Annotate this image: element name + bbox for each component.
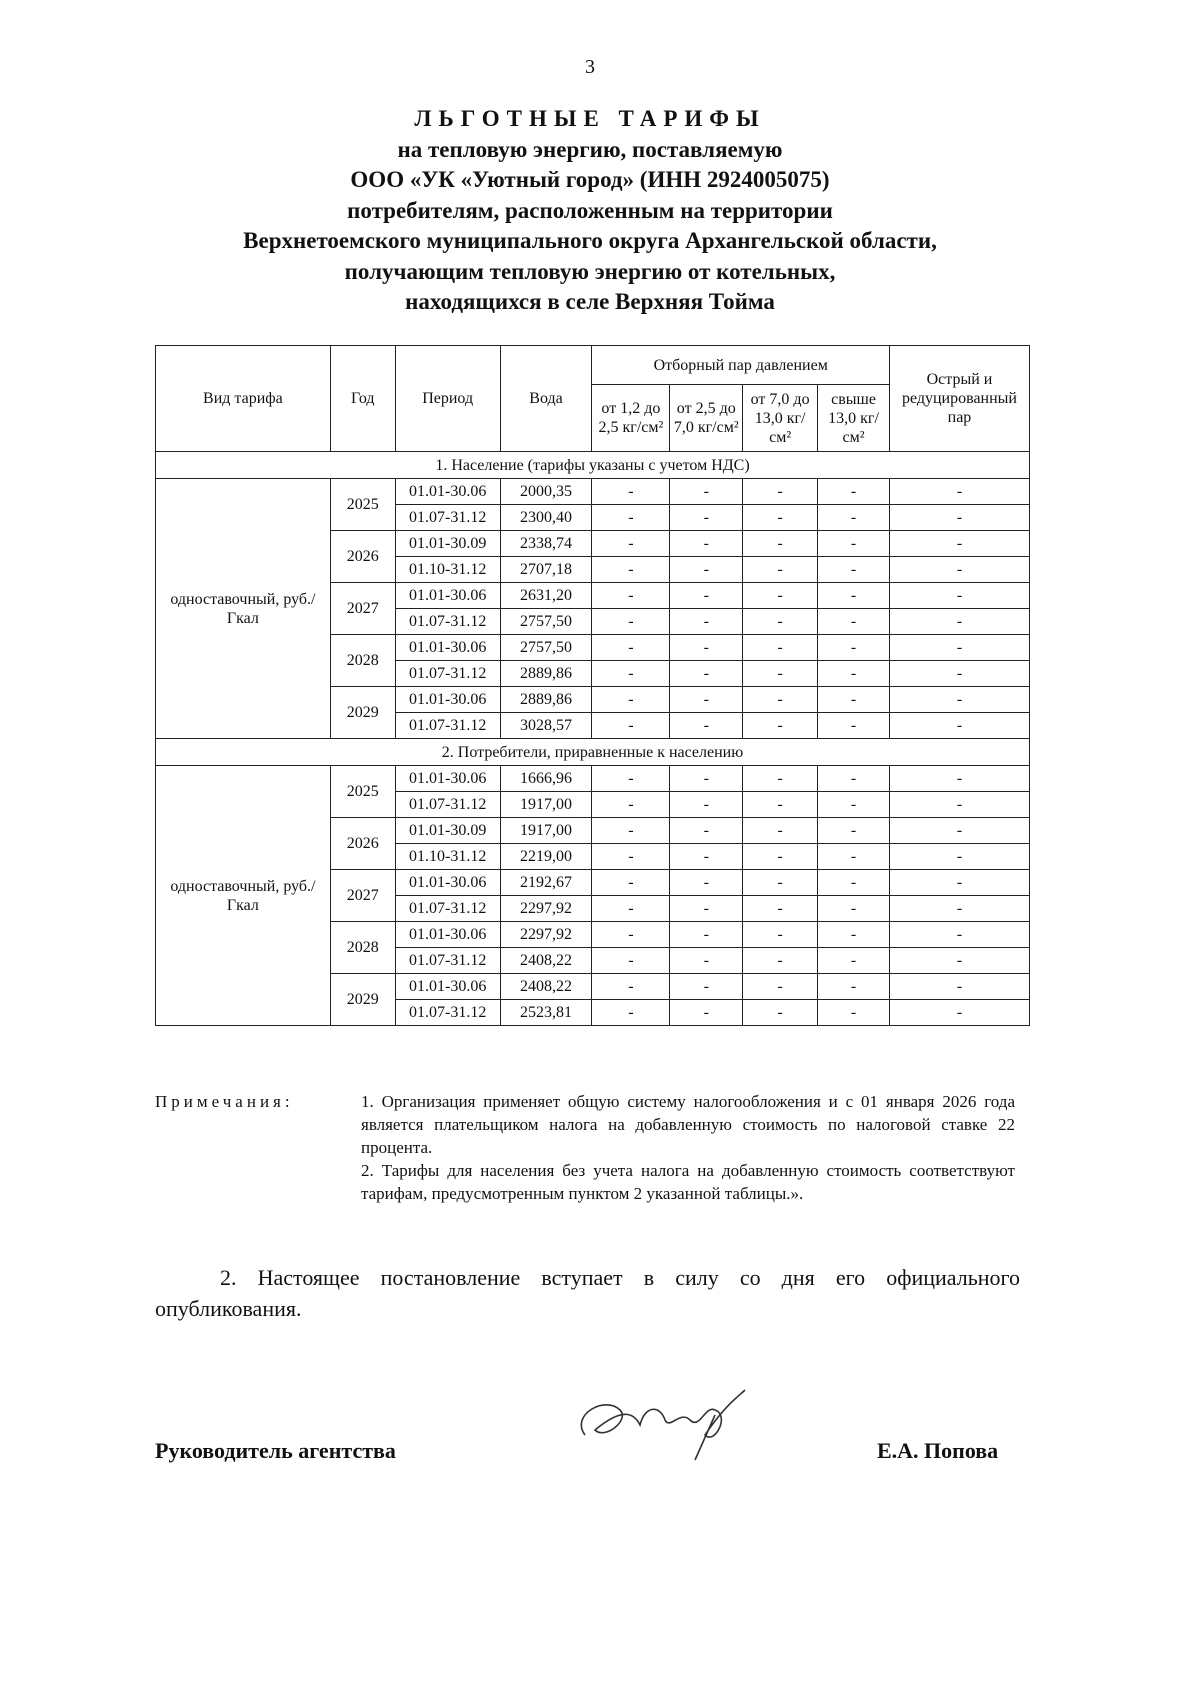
empty-cell: -	[743, 557, 818, 583]
empty-cell: -	[743, 870, 818, 896]
empty-cell: -	[670, 557, 743, 583]
handwritten-signature	[565, 1375, 755, 1465]
empty-cell: -	[889, 818, 1029, 844]
empty-cell: -	[670, 479, 743, 505]
period-cell: 01.07-31.12	[395, 792, 500, 818]
empty-cell: -	[743, 505, 818, 531]
empty-cell: -	[889, 557, 1029, 583]
empty-cell: -	[889, 583, 1029, 609]
empty-cell: -	[889, 479, 1029, 505]
water-tariff-cell: 1666,96	[500, 766, 592, 792]
title-line: ООО «УК «Уютный город» (ИНН 2924005075)	[350, 167, 830, 192]
header-tariff-type: Вид тарифа	[156, 346, 331, 452]
empty-cell: -	[670, 896, 743, 922]
empty-cell: -	[743, 818, 818, 844]
empty-cell: -	[889, 870, 1029, 896]
empty-cell: -	[592, 896, 670, 922]
empty-cell: -	[743, 792, 818, 818]
empty-cell: -	[592, 844, 670, 870]
water-tariff-cell: 2219,00	[500, 844, 592, 870]
period-cell: 01.10-31.12	[395, 557, 500, 583]
water-tariff-cell: 2000,35	[500, 479, 592, 505]
section-row	[156, 739, 1030, 766]
water-tariff-cell: 2297,92	[500, 922, 592, 948]
empty-cell: -	[818, 974, 890, 1000]
empty-cell: -	[743, 974, 818, 1000]
empty-cell: -	[670, 635, 743, 661]
empty-cell: -	[743, 687, 818, 713]
empty-cell: -	[889, 1000, 1029, 1026]
period-cell: 01.07-31.12	[395, 661, 500, 687]
header-year: Год	[330, 346, 395, 452]
empty-cell: -	[592, 505, 670, 531]
tariff-table	[155, 345, 1030, 1026]
empty-cell: -	[818, 609, 890, 635]
title-line: Верхнетоемского муниципального округа Архангельской области,	[243, 228, 937, 253]
notes-label: Примечания:	[155, 1092, 294, 1111]
water-tariff-cell: 2297,92	[500, 896, 592, 922]
empty-cell: -	[818, 844, 890, 870]
water-tariff-cell: 2889,86	[500, 687, 592, 713]
empty-cell: -	[743, 713, 818, 739]
empty-cell: -	[889, 766, 1029, 792]
empty-cell: -	[592, 766, 670, 792]
water-tariff-cell: 2192,67	[500, 870, 592, 896]
empty-cell: -	[592, 609, 670, 635]
header-steam-col: от 7,0 до 13,0 кг/см²	[743, 385, 818, 452]
empty-cell: -	[818, 661, 890, 687]
empty-cell: -	[592, 557, 670, 583]
period-cell: 01.07-31.12	[395, 505, 500, 531]
water-tariff-cell: 3028,57	[500, 713, 592, 739]
period-cell: 01.07-31.12	[395, 609, 500, 635]
closing-paragraph: 2. Настоящее постановление вступает в силу со дня его официального опубликования.	[155, 1265, 1020, 1321]
empty-cell: -	[818, 792, 890, 818]
empty-cell: -	[818, 713, 890, 739]
document-title	[150, 104, 1030, 318]
empty-cell: -	[670, 713, 743, 739]
water-tariff-cell: 2408,22	[500, 948, 592, 974]
empty-cell: -	[818, 635, 890, 661]
empty-cell: -	[743, 766, 818, 792]
title-line: находящихся в селе Верхняя Тойма	[405, 289, 775, 314]
empty-cell: -	[743, 896, 818, 922]
period-cell: 01.01-30.09	[395, 818, 500, 844]
empty-cell: -	[818, 818, 890, 844]
empty-cell: -	[889, 974, 1029, 1000]
empty-cell: -	[592, 974, 670, 1000]
water-tariff-cell: 2707,18	[500, 557, 592, 583]
empty-cell: -	[743, 661, 818, 687]
signatory-position: Руководитель агентства	[155, 1438, 396, 1463]
year-cell: 2027	[330, 583, 395, 635]
water-tariff-cell: 2523,81	[500, 1000, 592, 1026]
empty-cell: -	[889, 687, 1029, 713]
water-tariff-cell: 2757,50	[500, 635, 592, 661]
empty-cell: -	[670, 818, 743, 844]
period-cell: 01.07-31.12	[395, 1000, 500, 1026]
water-tariff-cell: 2300,40	[500, 505, 592, 531]
empty-cell: -	[670, 583, 743, 609]
tariff-type-cell: одноставочный, руб./Гкал	[156, 766, 331, 1026]
empty-cell: -	[818, 896, 890, 922]
empty-cell: -	[592, 870, 670, 896]
table-row	[156, 479, 1030, 505]
water-tariff-cell: 2338,74	[500, 531, 592, 557]
period-cell: 01.01-30.06	[395, 635, 500, 661]
empty-cell: -	[670, 687, 743, 713]
empty-cell: -	[818, 505, 890, 531]
water-tariff-cell: 1917,00	[500, 818, 592, 844]
water-tariff-cell: 1917,00	[500, 792, 592, 818]
period-cell: 01.01-30.06	[395, 479, 500, 505]
empty-cell: -	[818, 687, 890, 713]
empty-cell: -	[818, 583, 890, 609]
empty-cell: -	[818, 922, 890, 948]
year-cell: 2026	[330, 818, 395, 870]
empty-cell: -	[592, 583, 670, 609]
section-row	[156, 452, 1030, 479]
empty-cell: -	[818, 531, 890, 557]
empty-cell: -	[889, 948, 1029, 974]
empty-cell: -	[670, 870, 743, 896]
empty-cell: -	[592, 687, 670, 713]
page-number: 3	[585, 56, 595, 78]
period-cell: 01.01-30.09	[395, 531, 500, 557]
empty-cell: -	[889, 896, 1029, 922]
year-cell: 2029	[330, 974, 395, 1026]
period-cell: 01.07-31.12	[395, 713, 500, 739]
year-cell: 2025	[330, 766, 395, 818]
empty-cell: -	[670, 974, 743, 1000]
empty-cell: -	[889, 922, 1029, 948]
empty-cell: -	[743, 583, 818, 609]
empty-cell: -	[592, 948, 670, 974]
year-cell: 2025	[330, 479, 395, 531]
period-cell: 01.01-30.06	[395, 974, 500, 1000]
year-cell: 2026	[330, 531, 395, 583]
period-cell: 01.01-30.06	[395, 922, 500, 948]
empty-cell: -	[889, 531, 1029, 557]
empty-cell: -	[889, 609, 1029, 635]
title-line: потребителям, расположенным на территории	[347, 197, 833, 223]
empty-cell: -	[743, 479, 818, 505]
period-cell: 01.07-31.12	[395, 948, 500, 974]
empty-cell: -	[743, 635, 818, 661]
period-cell: 01.01-30.06	[395, 766, 500, 792]
empty-cell: -	[889, 661, 1029, 687]
empty-cell: -	[743, 531, 818, 557]
header-steam-col: от 2,5 до 7,0 кг/см²	[670, 385, 743, 452]
header-steam-col: свыше 13,0 кг/см²	[818, 385, 890, 452]
empty-cell: -	[670, 844, 743, 870]
table-row	[156, 766, 1030, 792]
empty-cell: -	[670, 505, 743, 531]
title-line: получающим тепловую энергию от котельных,	[344, 258, 836, 284]
empty-cell: -	[743, 948, 818, 974]
empty-cell: -	[818, 870, 890, 896]
empty-cell: -	[889, 635, 1029, 661]
empty-cell: -	[743, 844, 818, 870]
header-steam-col: от 1,2 до 2,5 кг/см²	[592, 385, 670, 452]
note-item: 1. Организация применяет общую систему налогообложения и с 01 января 2026 года является плательщиком налога на добавленную стоимость по налоговой ставке 22 процента.	[361, 1092, 1015, 1157]
title-line: ЛЬГОТНЫЕ ТАРИФЫ	[414, 106, 766, 131]
empty-cell: -	[670, 661, 743, 687]
tariff-type-cell: одноставочный, руб./Гкал	[156, 479, 331, 739]
empty-cell: -	[743, 609, 818, 635]
header-steam-group: Отборный пар давлением	[592, 346, 890, 385]
notes	[155, 1090, 1015, 1205]
empty-cell: -	[592, 818, 670, 844]
empty-cell: -	[818, 948, 890, 974]
section-title: 1. Население (тарифы указаны с учетом НДС)	[156, 452, 1030, 479]
empty-cell: -	[670, 792, 743, 818]
empty-cell: -	[889, 792, 1029, 818]
year-cell: 2029	[330, 687, 395, 739]
empty-cell: -	[592, 479, 670, 505]
water-tariff-cell: 2757,50	[500, 609, 592, 635]
year-cell: 2027	[330, 870, 395, 922]
empty-cell: -	[818, 1000, 890, 1026]
empty-cell: -	[670, 609, 743, 635]
empty-cell: -	[818, 557, 890, 583]
period-cell: 01.10-31.12	[395, 844, 500, 870]
empty-cell: -	[592, 922, 670, 948]
note-item: 2. Тарифы для населения без учета налога на добавленную стоимость соответствуют тарифам, предусмотренным пунктом 2 указанной таблицы.».	[361, 1161, 1015, 1203]
empty-cell: -	[818, 479, 890, 505]
empty-cell: -	[889, 505, 1029, 531]
empty-cell: -	[818, 766, 890, 792]
empty-cell: -	[670, 922, 743, 948]
empty-cell: -	[670, 766, 743, 792]
period-cell: 01.07-31.12	[395, 896, 500, 922]
empty-cell: -	[743, 922, 818, 948]
year-cell: 2028	[330, 635, 395, 687]
empty-cell: -	[592, 713, 670, 739]
section-title: 2. Потребители, приравненные к населению	[156, 739, 1030, 766]
empty-cell: -	[743, 1000, 818, 1026]
empty-cell: -	[592, 635, 670, 661]
empty-cell: -	[889, 844, 1029, 870]
empty-cell: -	[592, 531, 670, 557]
empty-cell: -	[670, 531, 743, 557]
period-cell: 01.01-30.06	[395, 870, 500, 896]
water-tariff-cell: 2631,20	[500, 583, 592, 609]
empty-cell: -	[889, 713, 1029, 739]
empty-cell: -	[592, 1000, 670, 1026]
empty-cell: -	[592, 661, 670, 687]
header-sharp-steam: Острый и редуцированный пар	[889, 346, 1029, 452]
signatory-name: Е.А. Попова	[877, 1438, 999, 1463]
water-tariff-cell: 2408,22	[500, 974, 592, 1000]
water-tariff-cell: 2889,86	[500, 661, 592, 687]
empty-cell: -	[670, 1000, 743, 1026]
header-period: Период	[395, 346, 500, 452]
empty-cell: -	[670, 948, 743, 974]
period-cell: 01.01-30.06	[395, 687, 500, 713]
header-water: Вода	[500, 346, 592, 452]
year-cell: 2028	[330, 922, 395, 974]
period-cell: 01.01-30.06	[395, 583, 500, 609]
empty-cell: -	[592, 792, 670, 818]
title-line: на тепловую энергию, поставляемую	[397, 136, 783, 162]
